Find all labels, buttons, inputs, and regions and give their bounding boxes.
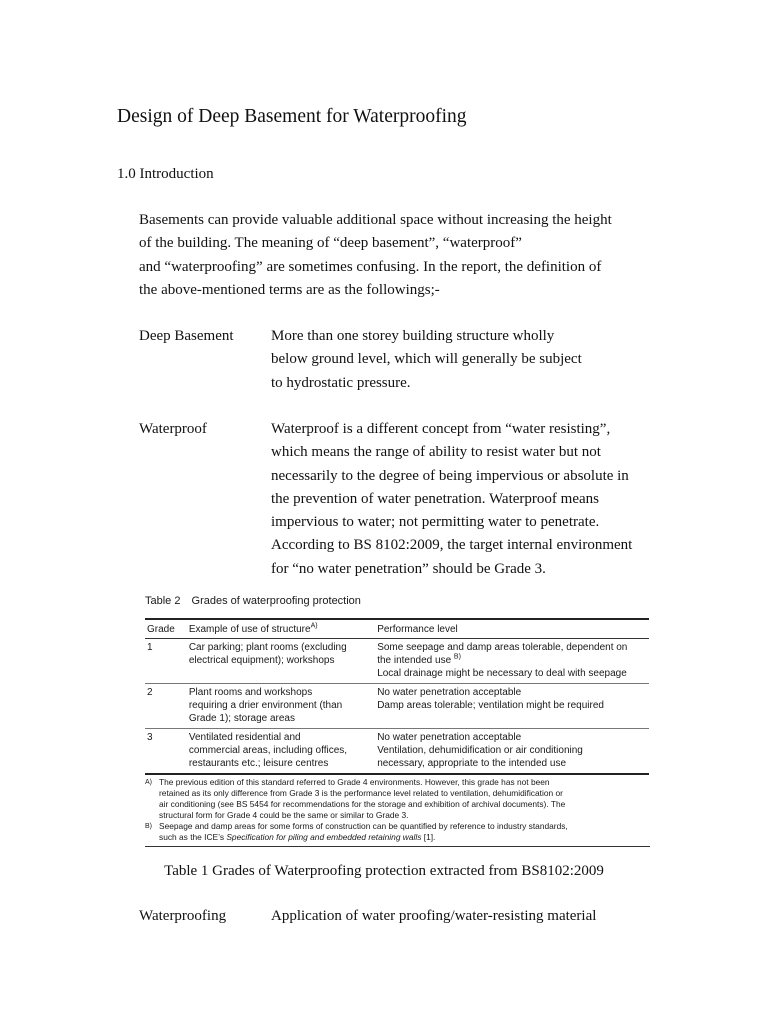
footnote-line: retained as its only difference from Grade 3 is the performance level related to ventilation, dehumidification or bbox=[159, 788, 563, 798]
cell-example bbox=[187, 684, 375, 729]
footnote-line: Seepage and damp areas for some forms of construction can be quantified by reference to industry standards, bbox=[159, 821, 568, 831]
definition-body-deep-basement bbox=[271, 325, 691, 395]
definition-line: Application of water proofing/water-resisting material bbox=[271, 908, 597, 924]
header-example bbox=[187, 619, 375, 639]
footnote-line: The previous edition of this standard referred to Grade 4 environments. However, this grade has not been bbox=[159, 777, 550, 787]
table-footnotes bbox=[145, 777, 650, 847]
footnote bbox=[145, 777, 650, 821]
cell-text: the intended use bbox=[377, 655, 452, 666]
footnote bbox=[145, 821, 650, 843]
footnote-text bbox=[159, 821, 568, 843]
cell-example bbox=[187, 729, 375, 775]
definition-line: According to BS 8102:2009, the target internal environment bbox=[271, 537, 633, 554]
cell-line: requiring a drier environment (than bbox=[188, 700, 343, 711]
cell-line: electrical equipment); workshops bbox=[188, 655, 335, 666]
table-header-row bbox=[145, 619, 649, 639]
definition-line: impervious to water; not permitting water to penetrate. bbox=[271, 514, 600, 531]
cell-performance bbox=[375, 684, 649, 729]
header-grade: Grade bbox=[145, 619, 187, 639]
cell-grade: 2 bbox=[145, 684, 187, 729]
grades-table-figure bbox=[145, 594, 650, 847]
cell-performance bbox=[375, 729, 649, 775]
intro-line: the above-mentioned terms are as the followings;- bbox=[139, 281, 440, 298]
definition-line: the prevention of water penetration. Waterproof means bbox=[271, 490, 599, 507]
definition-line: More than one storey building structure wholly bbox=[271, 328, 555, 344]
cell-line: restaurants etc.; leisure centres bbox=[188, 758, 329, 769]
cell-line: commercial areas, including offices, bbox=[188, 745, 348, 756]
footnote-divider bbox=[145, 846, 650, 847]
cell-example bbox=[187, 639, 375, 684]
cell-line: necessary, appropriate to the intended use bbox=[377, 758, 567, 769]
header-example-text: Example of use of structure bbox=[188, 624, 311, 635]
footnote-ref: A) bbox=[310, 622, 318, 630]
table-row bbox=[145, 639, 649, 684]
footnote-line: structural form for Grade 4 could be the same or similar to Grade 3. bbox=[159, 810, 409, 820]
definition-line: for “no water penetration” should be Grade 3. bbox=[271, 560, 546, 577]
definition-line: to hydrostatic pressure. bbox=[271, 374, 411, 391]
cell-line: Local drainage might be necessary to deal with seepage bbox=[377, 668, 627, 679]
table-number: Table 2 bbox=[145, 595, 181, 607]
footnote-mark: B) bbox=[145, 823, 152, 830]
table-title-text: Grades of waterproofing protection bbox=[191, 595, 361, 607]
footnote-mark: A) bbox=[145, 779, 152, 786]
cell-line: Ventilation, dehumidification or air conditioning bbox=[377, 745, 583, 756]
definition-line: which means the range of ability to resist water but not bbox=[271, 444, 601, 461]
definition-line: necessarily to the degree of being impervious or absolute in bbox=[271, 467, 629, 484]
document-title: Design of Deep Basement for Waterproofing bbox=[117, 106, 467, 127]
cell-grade: 1 bbox=[145, 639, 187, 684]
cell-grade: 3 bbox=[145, 729, 187, 775]
definition-term-deep-basement: Deep Basement bbox=[139, 328, 234, 344]
footnote-ref: B) bbox=[453, 653, 461, 661]
table-row bbox=[145, 729, 649, 775]
intro-paragraph bbox=[139, 209, 699, 302]
cell-line: Grade 1); storage areas bbox=[188, 713, 295, 724]
header-performance: Performance level bbox=[375, 619, 649, 639]
intro-line: and “waterproofing” are sometimes confusing. In the report, the definition of bbox=[139, 258, 602, 275]
table-caption: Table 1 Grades of Waterproofing protection extracted from BS8102:2009 bbox=[164, 863, 604, 879]
grades-table bbox=[145, 618, 649, 775]
footnote-text-part: [1]. bbox=[421, 832, 436, 842]
cell-performance bbox=[375, 639, 649, 684]
definition-line: Waterproof is a different concept from “water resisting”, bbox=[271, 421, 611, 437]
section-heading: 1.0 Introduction bbox=[117, 166, 214, 182]
definition-body-waterproofing bbox=[271, 905, 691, 928]
footnote-line: air conditioning (see BS 5454 for recommendations for the storage and exhibition of archival documents). The bbox=[159, 799, 566, 809]
definition-line: below ground level, which will generally be subject bbox=[271, 351, 582, 368]
table-title bbox=[145, 594, 650, 608]
intro-line: Basements can provide valuable additional space without increasing the height bbox=[139, 212, 612, 228]
cell-line: Plant rooms and workshops bbox=[188, 687, 313, 698]
cell-line: Damp areas tolerable; ventilation might be required bbox=[377, 700, 604, 711]
cell-line: Some seepage and damp areas tolerable, dependent on bbox=[377, 642, 628, 653]
footnote-text bbox=[159, 777, 565, 821]
definition-term-waterproof: Waterproof bbox=[139, 421, 207, 437]
cell-line: Car parking; plant rooms (excluding bbox=[188, 642, 347, 653]
table-row bbox=[145, 684, 649, 729]
intro-line: of the building. The meaning of “deep basement”, “waterproof” bbox=[139, 235, 522, 252]
footnote-citation: Specification for piling and embedded retaining walls bbox=[226, 832, 422, 842]
definition-body-waterproof bbox=[271, 418, 691, 581]
footnote-text-part: such as the ICE’s bbox=[159, 832, 227, 842]
cell-line bbox=[377, 654, 647, 667]
cell-line: No water penetration acceptable bbox=[377, 732, 522, 743]
cell-line: No water penetration acceptable bbox=[377, 687, 522, 698]
cell-line: Ventilated residential and bbox=[188, 732, 301, 743]
definition-term-waterproofing: Waterproofing bbox=[139, 908, 227, 924]
footnote-line bbox=[159, 832, 568, 843]
